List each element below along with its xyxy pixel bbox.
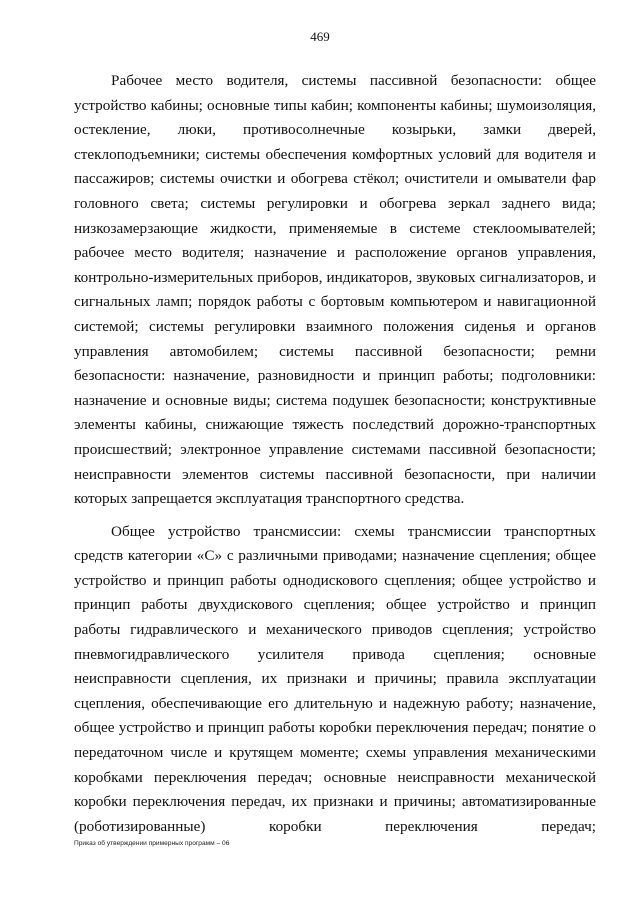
document-body — [74, 69, 596, 839]
paragraph-passive-safety: Рабочее место водителя, системы пассивной безопасности: общее устройство кабины; основные типы кабин; компоненты кабины; шумоизоляция, остекление, люки, противосолнечные козырьки, замки дверей, стеклоподъемники; системы обеспечения комфортных условий для водителя и пассажиров; системы очистки и обогрева стёкол; очистители и омыватели фар головного света; системы регулировки и обогрева зеркал заднего вида; низкозамерзающие жидкости, применяемые в системе стеклоомывателей; рабочее место водителя; назначение и расположение органов управления, контрольно-измерительных приборов, индикаторов, звуковых сигнализаторов, и сигнальных ламп; порядок работы с бортовым компьютером и навигационной системой; системы регулировки взаимного положения сиденья и органов управления автомобилем; системы пассивной безопасности; ремни безопасности: назначение, разновидности и принцип работы; подголовники: назначение и основные виды; система подушек безопасности; конструктивные элементы кабины, снижающие тяжесть последствий дорожно-транспортных происшествий; электронное управление системами пассивной безопасности; неисправности элементов системы пассивной безопасности, при наличии которых запрещается эксплуатация транспортного средства. — [74, 72, 596, 508]
page-number: 469 — [310, 29, 330, 44]
paragraph-transmission: Общее устройство трансмиссии: схемы трансмиссии транспортных средств категории «С» с различными приводами; назначение сцепления; общее устройство и принцип работы однодискового сцепления; общее устройство и принцип работы двухдискового сцепления; общее устройство и принцип работы гидравлического и механического приводов сцепления; устройство пневмогидравлического усилителя привода сцепления; основные неисправности сцепления, их признаки и причины; правила эксплуатации сцепления, обеспечивающие его длительную и надежную работу; назначение, общее устройство и принцип работы коробки переключения передач; понятие о передаточном числе и крутящем моменте; схемы управления механическими коробками переключения передач; основные неисправности механической коробки переключения передач, их признаки и причины; автоматизированные (роботизированные) коробки переключения передач; — [74, 522, 596, 835]
footer-note: Приказ об утверждении примерных программ – 06 — [74, 840, 230, 847]
